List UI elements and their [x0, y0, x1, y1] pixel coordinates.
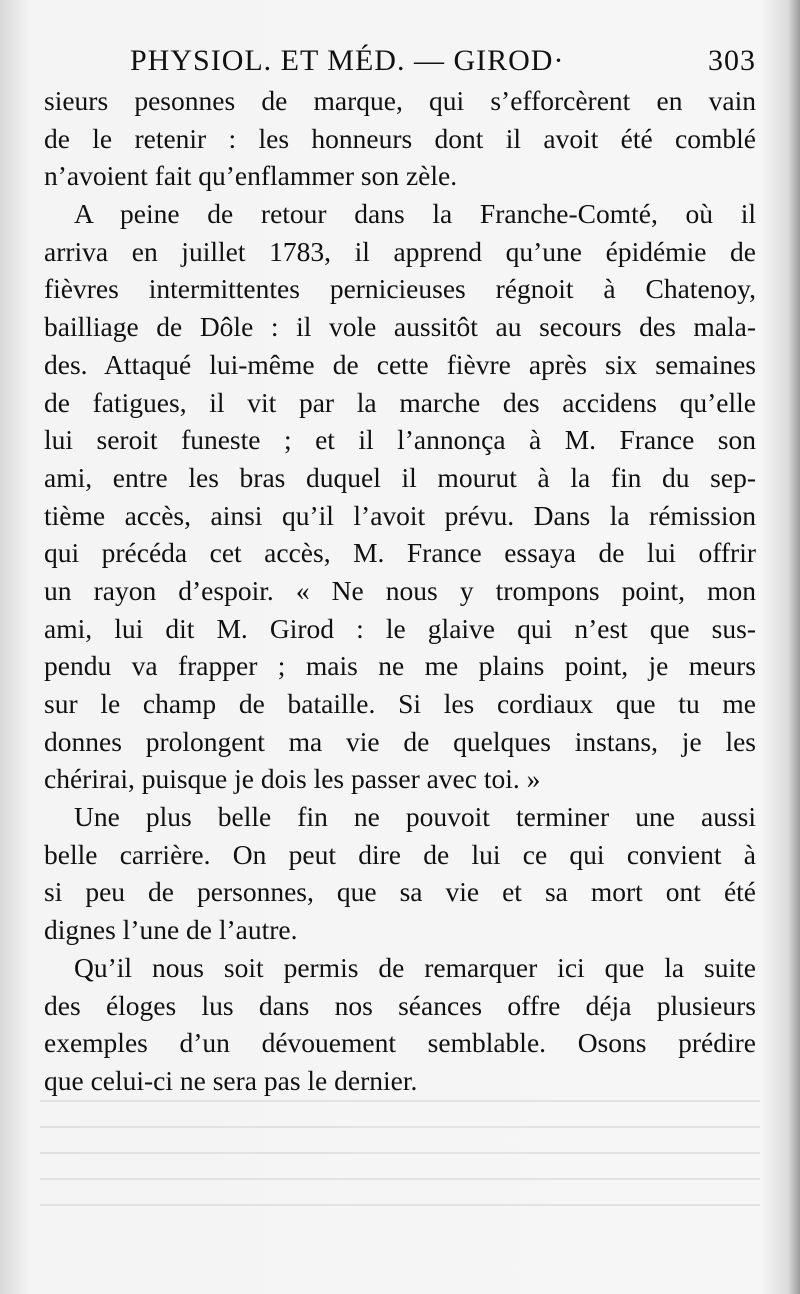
- text-line: A peine de retour dans la Franche-Comté, où il: [74, 198, 756, 230]
- text-line: Qu’il nous soit permis de remarquer ici que la suite: [74, 951, 756, 983]
- text-line: sur le champ de bataille. Si les cordiaux que tu me: [44, 688, 756, 719]
- text-line: chérirai, puisque je dois les passer avec toi. »: [44, 763, 541, 795]
- text-line: des. Attaqué lui-même de cette fièvre après six semaines: [44, 348, 756, 380]
- page-number: 303: [708, 44, 756, 77]
- text-line: bailliage de Dôle : il vole aussitôt au secours des mala-: [44, 311, 756, 343]
- text-line: un rayon d’espoir. « Ne nous y trompons point, mon: [44, 574, 756, 606]
- text-line: ami, lui dit M. Girod : le glaive qui n’est que sus-: [44, 612, 756, 644]
- text-line: n’avoient fait qu’enflammer son zèle.: [44, 160, 458, 192]
- text-line: si peu de personnes, que sa vie et sa mort ont été: [44, 876, 756, 908]
- running-title: PHYSIOL. ET MÉD. — GIROD·: [130, 44, 565, 77]
- text-line: de fatigues, il vit par la marche des accidens qu’elle: [44, 386, 756, 418]
- text-line: que celui-ci ne sera pas le dernier.: [44, 1064, 418, 1096]
- text-line: des éloges lus dans nos séances offre déja plusieurs: [44, 989, 756, 1021]
- running-header: [130, 44, 756, 84]
- text-line: Une plus belle fin ne pouvoit terminer une aussi: [74, 801, 756, 833]
- text-line: qui précéda cet accès, M. France essaya de lui offrir: [44, 537, 756, 569]
- text-line: de le retenir : les honneurs dont il avoit été comblé: [44, 122, 756, 154]
- text-line: belle carrière. On peut dire de lui ce qui convient à: [44, 838, 756, 870]
- text-line: donnes prolongent ma vie de quelques instans, je les: [44, 725, 756, 757]
- text-line: ami, entre les bras duquel il mourut à la fin du sep-: [44, 461, 756, 493]
- text-line: lui seroit funeste ; et il l’annonça à M. France son: [44, 424, 756, 456]
- text-line: dignes l’une de l’autre.: [44, 914, 298, 946]
- text-line: pendu va frapper ; mais ne me plains point, je meurs: [44, 650, 756, 682]
- text-line: exemples d’un dévouement semblable. Osons prédire: [44, 1027, 756, 1059]
- body-text: [44, 82, 756, 1100]
- text-line: fièvres intermittentes pernicieuses régnoit à Chatenoy,: [44, 273, 756, 305]
- text-line: tième accès, ainsi qu’il l’avoit prévu. Dans la rémission: [44, 499, 756, 531]
- page-edge-shadow: [788, 0, 800, 1294]
- text-line: sieurs pesonnes de marque, qui s’efforcèrent en vain: [44, 85, 756, 116]
- bleed-through-text: [40, 1100, 760, 1230]
- text-line: arriva en juillet 1783, il apprend qu’une épidémie de: [44, 235, 756, 267]
